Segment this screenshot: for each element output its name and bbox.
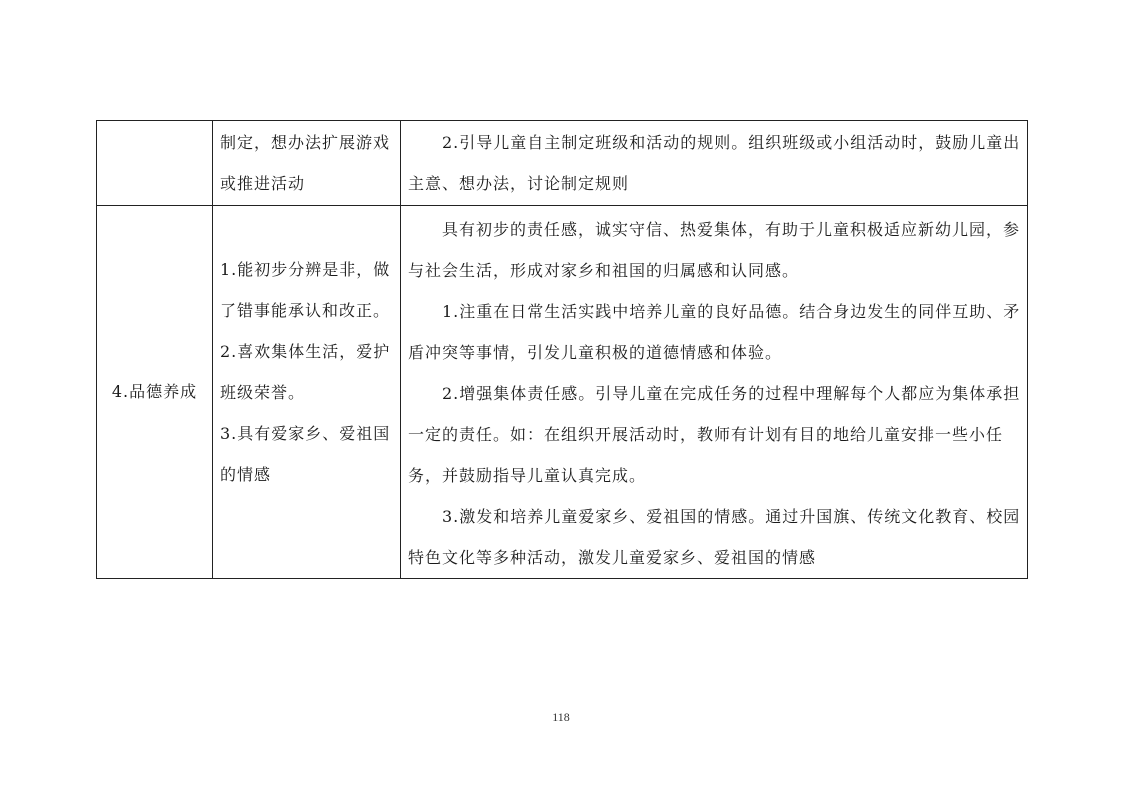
guidance-cell bbox=[401, 121, 1028, 206]
guidance-cell bbox=[401, 206, 1028, 579]
area-cell bbox=[97, 121, 213, 206]
goal-item: 3.具有爱家乡、爱祖国的情感 bbox=[220, 424, 391, 484]
area-label: 4.品德养成 bbox=[111, 382, 198, 401]
goal-cell bbox=[213, 121, 401, 206]
area-cell bbox=[97, 206, 213, 579]
goal-cell bbox=[213, 206, 401, 579]
guidance-paragraph: 3.激发和培养儿童爱家乡、爱祖国的情感。通过升国旗、传统文化教育、校园特色文化等多种活动，激发儿童爱家乡、爱祖国的情感 bbox=[408, 507, 1021, 567]
table-row bbox=[97, 206, 1028, 579]
guidance-paragraph: 1.注重在日常生活实践中培养儿童的良好品德。结合身边发生的同伴互助、矛盾冲突等事情，引发儿童积极的道德情感和体验。 bbox=[408, 302, 1021, 362]
goal-item: 1.能初步分辨是非，做了错事能承认和改正。 bbox=[220, 260, 391, 320]
guidance-paragraph: 2.增强集体责任感。引导儿童在完成任务的过程中理解每个人都应为集体承担一定的责任。如：在组织开展活动时，教师有计划有目的地给儿童安排一些小任务，并鼓励指导儿童认真完成。 bbox=[408, 384, 1021, 485]
guidance-paragraph: 2.引导儿童自主制定班级和活动的规则。组织班级或小组活动时，鼓励儿童出主意、想办法，讨论制定规则 bbox=[408, 133, 1021, 193]
table-row bbox=[97, 121, 1028, 206]
page-number: 118 bbox=[552, 710, 570, 724]
goal-text: 制定，想办法扩展游戏或推进活动 bbox=[220, 133, 391, 193]
goal-item: 2.喜欢集体生活，爱护班级荣誉。 bbox=[220, 342, 391, 402]
curriculum-table bbox=[96, 120, 1028, 579]
guidance-paragraph: 具有初步的责任感，诚实守信、热爱集体，有助于儿童积极适应新幼儿园，参与社会生活，形成对家乡和祖国的归属感和认同感。 bbox=[408, 220, 1021, 280]
